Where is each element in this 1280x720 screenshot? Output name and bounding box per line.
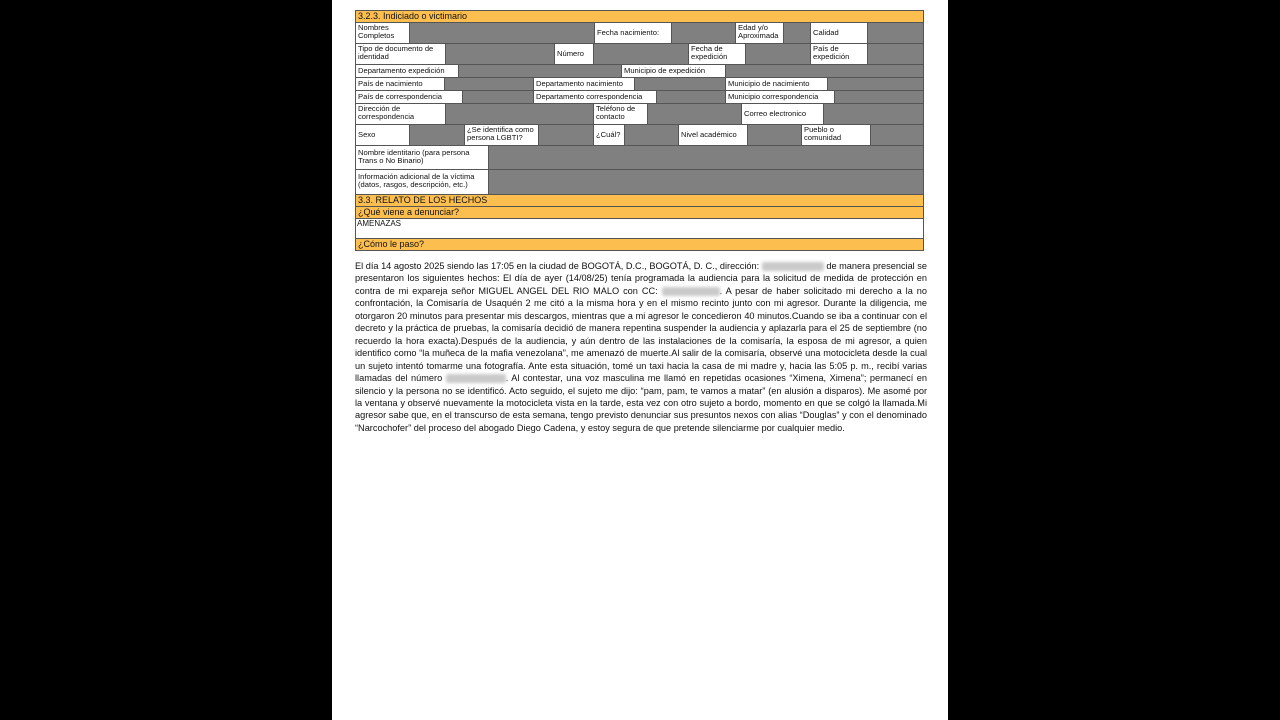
label-edad: Edad y/o Aproximada xyxy=(736,23,784,43)
row-informacion-adicional xyxy=(355,169,924,195)
narrative-part-1: El día 14 agosto 2025 siendo las 17:05 en la ciudad de BOGOTÁ, D.C., BOGOTÁ, D. C., dirección: xyxy=(355,261,760,271)
row-documento xyxy=(355,43,924,65)
question-denunciar: ¿Qué viene a denunciar? xyxy=(355,206,924,219)
label-informacion-adicional: Información adicional de la víctima (datos, rasgos, descripción, etc.) xyxy=(356,170,489,194)
label-departamento-correspondencia: Departamento correspondencia xyxy=(534,91,657,103)
row-nombres xyxy=(355,22,924,44)
field-telefono[interactable] xyxy=(648,104,742,124)
field-pais-correspondencia[interactable] xyxy=(463,91,534,103)
label-fecha-expedicion: Fecha de expedición xyxy=(689,44,746,64)
label-numero: Número xyxy=(555,44,594,64)
field-departamento-expedicion[interactable] xyxy=(459,65,622,77)
label-cual: ¿Cuál? xyxy=(594,125,625,145)
field-pais-nacimiento[interactable] xyxy=(445,78,534,90)
field-tipo-documento[interactable] xyxy=(446,44,555,64)
field-edad[interactable] xyxy=(784,23,811,43)
label-departamento-expedicion: Departamento expedición xyxy=(356,65,459,77)
redacted-address xyxy=(762,262,824,271)
label-telefono: Teléfono de contacto xyxy=(594,104,648,124)
answer-denunciar: AMENAZAS xyxy=(355,218,924,239)
field-correo[interactable] xyxy=(824,104,923,124)
field-municipio-correspondencia[interactable] xyxy=(835,91,923,103)
section-header-relato: 3.3. RELATO DE LOS HECHOS xyxy=(355,194,924,207)
row-nombre-identitario xyxy=(355,145,924,170)
field-municipio-nacimiento[interactable] xyxy=(828,78,923,90)
row-correspondencia xyxy=(355,90,924,104)
narrative-text xyxy=(355,260,927,434)
row-expedicion xyxy=(355,64,924,78)
narrative-part-2: de manera presencial se presentaron los siguientes hechos: El día de ayer (14/08/25) tenía programada la audiencia para la solicitud de medida de protección en contra de mi expareja señor MIGUEL ANGEL DEL RIO MALO con CC: xyxy=(355,261,927,296)
label-direccion: Dirección de correspondencia xyxy=(356,104,446,124)
complaint-form xyxy=(355,11,924,251)
field-departamento-correspondencia[interactable] xyxy=(657,91,726,103)
field-nombre-identitario[interactable] xyxy=(489,146,923,169)
row-nacimiento xyxy=(355,77,924,91)
narrative-part-4: . Al contestar, una voz masculina me llamó en repetidas ocasiones “Ximena, Ximena”; permanecí en silencio y la persona no se identificó. Acto seguido, el sujeto me dijo: “pam, pam, te vamos a matar” (en alusión a disparos). Me asomé por la ventana y observé nuevamente la motocicleta vista en la tarde, esta vez con otro sujeto a bordo, momento en que se colgó la llamada.Mi agresor sabe que, en el transcurso de esta semana, tengo previsto denunciar sus presuntos nexos con alias “Douglas” y con el denominado “Narcochofer” del proceso del abogado Diego Cadena, y estoy segura de que pretende silenciarme por cualquier medio. xyxy=(355,373,928,433)
field-nivel-academico[interactable] xyxy=(748,125,802,145)
label-municipio-expedicion: Municipio de expedición xyxy=(622,65,726,77)
label-pueblo: Pueblo o comunidad xyxy=(802,125,871,145)
label-correo: Correo electronico xyxy=(742,104,824,124)
label-municipio-nacimiento: Municipio de nacimiento xyxy=(726,78,828,90)
label-fecha-nacimiento: Fecha nacimiento: xyxy=(595,23,672,43)
row-contacto xyxy=(355,103,924,125)
label-pais-expedicion: País de expedición xyxy=(811,44,868,64)
field-departamento-nacimiento[interactable] xyxy=(635,78,726,90)
redacted-phone-number xyxy=(446,374,506,383)
field-pais-expedicion[interactable] xyxy=(868,44,923,64)
field-fecha-expedicion[interactable] xyxy=(746,44,811,64)
label-pais-nacimiento: País de nacimiento xyxy=(356,78,445,90)
label-sexo: Sexo xyxy=(356,125,410,145)
label-nombres: Nombres Completos xyxy=(356,23,410,43)
field-direccion[interactable] xyxy=(446,104,594,124)
field-calidad[interactable] xyxy=(868,23,923,43)
label-lgbti: ¿Se identifica como persona LGBTI? xyxy=(465,125,539,145)
section-header-indiciado: 3.2.3. Indiciado o victimario xyxy=(355,10,924,23)
label-departamento-nacimiento: Departamento nacimiento xyxy=(534,78,635,90)
field-sexo[interactable] xyxy=(410,125,465,145)
field-informacion-adicional[interactable] xyxy=(489,170,923,194)
label-pais-correspondencia: País de correspondencia xyxy=(356,91,463,103)
label-municipio-correspondencia: Municipio correspondencia xyxy=(726,91,835,103)
label-tipo-documento: Tipo de documento de identidad xyxy=(356,44,446,64)
field-pueblo[interactable] xyxy=(871,125,923,145)
row-sexo xyxy=(355,124,924,146)
field-municipio-expedicion[interactable] xyxy=(726,65,923,77)
label-nivel-academico: Nivel académico xyxy=(679,125,748,145)
redacted-id-number xyxy=(662,287,720,296)
question-como: ¿Cómo le paso? xyxy=(355,238,924,251)
field-lgbti[interactable] xyxy=(539,125,594,145)
field-numero[interactable] xyxy=(594,44,689,64)
field-nombres[interactable] xyxy=(410,23,595,43)
label-calidad: Calidad xyxy=(811,23,868,43)
label-nombre-identitario: Nombre identitario (para persona Trans o No Binario) xyxy=(356,146,489,169)
field-fecha-nacimiento[interactable] xyxy=(672,23,736,43)
field-cual[interactable] xyxy=(625,125,679,145)
narrative-part-3: . A pesar de haber solicitado mi derecho a la no confrontación, la Comisaría de Usaquén 2 me citó a la misma hora y en el mismo recinto junto con mi agresor. Durante la diligencia, me otorgaron 20 minutos para presentar mis descargos, mientras que a mi agresor le concedieron 40 minutos.Cuando se iba a continuar con el decreto y la práctica de pruebas, la comisaría decidió de manera repentina suspender la audiencia y aplazarla para el 25 de septiembre (no recuerdo la hora exacta).Después de la audiencia, y aún dentro de las instalaciones de la comisaría, la esposa de mi agresor, a quien identifico como “la muñeca de la mafia venezolana”, me amenazó de muerte.Al salir de la comisaría, observé una motocicleta desde la cual un sujeto intentó tomarme una fotografía. Ante esta situación, tomé un taxi hacia la casa de mi madre y, hacia las 5:05 p. m., recibí varias llamadas del número xyxy=(355,285,927,384)
